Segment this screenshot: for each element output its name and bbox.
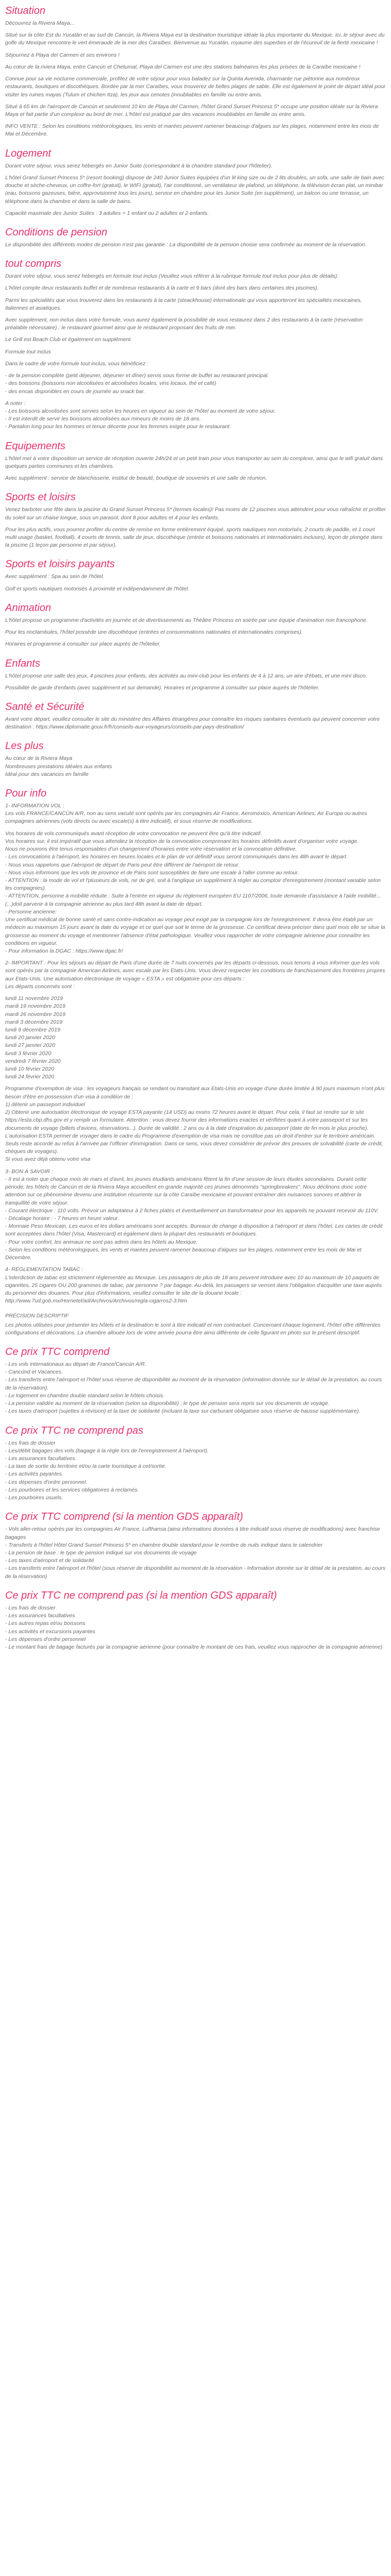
list-item: lundi 27 janvier 2020	[5, 1042, 55, 1049]
heading-equipements: Equipements	[5, 440, 66, 452]
heading-sante: Santé et Sécurité	[5, 701, 85, 713]
pour-info-para: 1- INFORMATION VOL : Les vols FRANCE/CANCÚN A/R, non au sens vacuté sont opérés par les compagnies Air France, Aeromexico, American Airlines, Air Europa ou autres compagnies aériennes (vols directs ou avec escale(s) à titre indicatif), et sous réserve de modifications.	[5, 803, 367, 825]
heading-conditions: Conditions de pension	[5, 226, 107, 238]
list-item: vendredi 7 février 2020	[5, 1058, 61, 1064]
tout-compris-para: A noter : - Les boissons alcoolisées sont servies selon les heures en vigueur au sein de l'hôtel au moment de votre séjour. - Il est interdit de servir les boissons alcoolisées aux mineurs de moins de 18 ans. - Pantalon long pour les hommes et tenue décente pour les femmes exigée pour le restaurant.	[5, 400, 276, 430]
section-sports-payants	[5, 558, 386, 592]
logement-para: L'hôtel Grand Sunset Princess 5* (resort booking) dispose de 240 Junior Suites équipées d'un lit king size ou de 2 lits doubles, un sofa, une salle de bain avec douche et sèche-cheveux, un coffre-fort (gratuit), le WIFI (gratuit), l'air conditionné, un ventilateur de plafond, un téléphone, la télévision écran plat, un minibar (eau, boissons gazeuses, bière, approvisionné tous les jours), service en chambre pour les Junior Suite (en supplément), un balcon ou une terrasse, un téléphone dans la chambre et dans la salle de bains.	[5, 174, 384, 205]
list-item: Nombreuses prestations idéales aux enfants	[5, 763, 112, 770]
list-item: - Les assurances facultatives.	[5, 1455, 77, 1462]
prix-ne-comprend-list	[5, 1439, 386, 1502]
pour-info-para: Vos horaires de vols communiqués avant réception de votre convocation ne peuvent être qu'à titre indicatif. Vos horaires sur, il est impératif que vous attendiez la réception de la convocation comprenant les horaires définitifs avant d'organiser votre voyage. Nous ne pouvons être tenus responsables d'un changement d'horaires entre votre réservation et la convocation définitive. - Les convocations à l'aéroport, les horaires en heures locales et le plan de vol définitif vous seront communiqués dans les 48h avant le départ. - Nous vous rappelons que l'aéroport de départ de Paris peut être différent de l'aéroport de retour. - Nous vous informons que les vols de province et de Paris sont susceptibles de faire une escale à l'aller comme au retour. - ATTENTION : la mode de vol et l'plusieurs de vols, ne de gré, soit à l'anglique un supplément à régler au comptoir d'enregistrement (montant variable selon les compagnies). - ATTENTION, personne à mobilité réduite : Suite à l'entrée en vigueur du règlement européen EU 1107/2006, toute demande d'assistance à l'aide mobilité... (...)doit parvenir à la compagnie aérienne au plus tard 48h avant la date de départ. - Personne ancienne: Une certificat médical de bonne santé et sans contre-indication au voyage peut exigé par la compagnie lors de l'enregistrement. Il devra être établi par un médecin au maximum 15 jours avant la date du voyage et ce quel que soit le terme de la grossesse. Ce certificat devra préciser dans quel mois elle se situe la grossesse au moment du voyage et mentionner l'absence d'état pathologique. Veuillez vous rapprocher de votre compagnie aérienne pour connaître les conditions en vigueur. - Pour information la DGAC : https://www.dgac.fr/	[5, 830, 385, 954]
list-item: - Les frais de dossier	[5, 1439, 56, 1446]
list-item: - Les assurances facultatives	[5, 1613, 75, 1619]
logement-para: Durant votre séjour, vous serez hébergés en Junior Suite (correspondant à la chambre standard pour l'hôtelier).	[5, 162, 272, 169]
animation-para: Pour les noctambules, l'hôtel possède une discothèque (entrées et consommations nationales et internationales comprises).	[5, 629, 303, 636]
list-item: - Les vols internationaux au départ de France/Cancún A/R.	[5, 1361, 146, 1368]
list-item: - Les taxes d'aéroport et de solidarité	[5, 1557, 94, 1564]
pour-info-para: 2- IMPORTANT : Pour les séjours au départ de Paris d'une durée de 7 nuits concernés par les départs ci-dessous, nous tenons à vous informer que les vols sont opérés par la compagnie American Airlines, avec escale par les Etats-Unis. Vous devez respecter les conditions de franchissement des frontières propres aux Etats-Unis. Une autorisation électronique de voyage « ESTA » est obligatoire pour ces départs : Les départs concernés sont :	[5, 960, 385, 990]
sports-loisirs-para: Venez barboter une fête dans la piscine du Grand Sunset Princess 5* (termes locales)! Pas moins de 12 piscines vous attendent pour vous rafraîchir et profiter du soleil sur un chaise longue, sous un parasol, dont 8 pour adultes et 4 pour les enfants.	[5, 506, 386, 521]
tout-compris-para: L'hôtel compte deux restaurants buffet et de nombreux restaurants à la carte et 9 bars (dont des bars dans certaines des piscines).	[5, 285, 319, 292]
equipements-para: L'hôtel met à votre disposition un service de réception ouverte 24h/24 et un petit train pour vous transporter au sein du complexe, ainsi que le wifi gratuit dans quelques parties communes et les chambres.	[5, 455, 383, 469]
tout-compris-para: Avec supplément, non inclus dans votre formule, vous aurez également la possibilité de vous restaurez dans 2 des restaurants à la carte (réservation préalable nécessaire) : le restaurant gourmet ainsi que le restaurant proposant des fruits de mer.	[5, 317, 363, 331]
section-animation	[5, 602, 386, 649]
list-item: - Le logement en chambre double standard selon le hôtels choisis.	[5, 1392, 165, 1399]
section-logement	[5, 148, 386, 217]
departs-list	[5, 995, 386, 1081]
situation-para: Situé à 65 km de l'aéroport de Cancún et seulement 10 km de Playa del Carmen, l'hôtel Grand Sunset Princess 5* occupe une position idéale sur la Riviera Maya et fait partie d'un complexe au bord de mer. L'hôtel est pratiqué par des vacances inoubliables en famille ou entre amis.	[5, 103, 378, 117]
sports-payants-para: Golf et sports nautiques motorisés à proximité et indépendamment de l'hôtel.	[5, 585, 189, 592]
list-item: lundi 3 février 2020	[5, 1050, 52, 1057]
section-tout-compris	[5, 258, 386, 431]
situation-para: Séjournez à Playa del Carmen et ses environs !	[5, 52, 120, 58]
sports-payants-para: Avec supplément : Spa au sein de l'hôtel.	[5, 573, 105, 580]
list-item: - Les transferts entre l'aéroport et l'hôtel (sous réserve de disponibilité au moment de la réservation - Information donnée sur le détail de la prestation, au cours de la réservation)	[5, 1565, 386, 1580]
list-item: mardi 3 décembre 2019	[5, 1019, 62, 1025]
tout-compris-para: Parmi les spécialités que vous trouverez dans les restaurants à la carte (steackhouse) internationale qui vous apporteront les spécialités mexicaines, italiennes et asiatiques.	[5, 297, 362, 311]
conditions-para: Le disponibilité des différents modes de pension n'est pas garantie : La disponibilité de la pension choisie sera confirmée au moment de la réservation.	[5, 241, 367, 248]
heading-situation: Situation	[5, 5, 45, 16]
enfants-para: Possibilité de garde d'enfants (avec supplément et sur demande). Horaires et programme à consulter sur place auprès de l'hôtelier.	[5, 684, 320, 691]
logement-para: Capacité maximale des Junior Suites : 3 adultes + 1 enfant ou 2 adultes et 2 enfants.	[5, 210, 209, 216]
list-item: - Les transferts entre l'aéroport et l'hôtel sous réserve de disponibilité au moment de la réservation (information donnée sur le détail de la prestation, au cours de la réservation).	[5, 1377, 382, 1391]
les-plus-list	[5, 755, 386, 778]
list-item: lundi 20 janvier 2020	[5, 1035, 55, 1041]
section-prix-ttc	[5, 1346, 386, 1416]
situation-para: Découvrez la Riviera Maya...	[5, 20, 75, 26]
sante-para: Avant votre départ, veuillez consulter le site du ministère des Affaires étrangères pour connaître les risques sanitaires éventuels qui peuvent concerner votre destination : https://www.diplomatie.gouv.fr/fr/conseils-aux-voyageurs/conseils-par-pays-destination/	[5, 716, 380, 731]
list-item: - Les activités payantes.	[5, 1471, 63, 1478]
pour-info-para: Programme d'exemption de visa : les voyageurs français se rendant ou transitant aux Etats-Unis en voyage d'une durée limitée à 90 jours maximum n'ont plus besoin d'être en possession d'un visa à condition de : 1) détenir un passeport individuel 2) Obtenir une autorisation électronique de voyage ESTA payante (14 USD) au moins 72 heures avant le départ. Pour cela, il faut se rendre sur le site https://esta.cbp.dhs.gov et y remplir un formulaire. Attention : vous devez fournir des informations exactes et vérifiées quant à votre passeport et sur les documents de voyage (billets d'avions, réservations...). Durée de validité : 2 ans ou à la date d'expiration du passeport (date de fin mois le plus proche). L'autorisation ESTA permet de voyager dans le cadre du Programme d'exemption de visa mais ne constitue pas un droit d'entrer sur le territoire américain. Seuls reste accordé au refus à l'arrivée par l'officier d'immigration. Dans ce sens, vous devez considérer de prévoir des preuves de solvabilité (carte de crédit, chèques de voyages). Si vous avez déjà obtenu votre visa	[5, 1086, 385, 1163]
list-item: mardi 26 novembre 2019	[5, 1011, 66, 1018]
section-conditions	[5, 227, 386, 249]
heading-sports-payants: Sports et loisirs payants	[5, 558, 115, 570]
situation-para: Situé sur la côte Est du Yucatán et au sud de Cancún, la Riviera Maya est la destination touristique idéale la plus importante du Mexique. Ici, le séjour avec du golfe du Mexique rencontre le vert émeraude de la mer des Caraïbes. Bienvenue au Yucatán, royaume des superbes et de l'écureuil de la fierté mexicaine !	[5, 32, 385, 46]
animation-para: Horaires et programme à consulter sur place auprès de l'hôtelier.	[5, 641, 161, 648]
section-situation	[5, 5, 386, 139]
heading-tout-compris: tout compris	[5, 258, 61, 270]
list-item: mardi 19 novembre 2019	[5, 1003, 66, 1010]
section-prix-ne-comprend	[5, 1425, 386, 1502]
section-precision	[5, 1312, 386, 1337]
section-sante	[5, 701, 386, 731]
list-item: - Les pourboires usuels.	[5, 1495, 63, 1501]
list-item: Au cœur de la Riviera Maya	[5, 755, 73, 762]
situation-para: Connue pour sa vie nocturne commerciale, profitez de votre séjour pour vous baladez sur la Quinta Avenida, charmante rue piétonne aux nombreux restaurants, boutiques et discothèques. Bordée par la mer Caraïbes, vous trouverez de belles plages de sable. Elle est également le point de départ idéal pour visiter les ruines mayas (Tulum et chichen Itza), les jeux aux cenotes (inoubliables en famille ou entre amis.	[5, 76, 386, 98]
situation-para: INFO VENTE : Selon les conditions météorologiques, les vents et marées peuvent ramener beaucoup d'algues sur les plages, notamment entre les mois de Mai et Décembre.	[5, 123, 379, 138]
tout-compris-para: - de la pension complète (petit déjeuner, déjeuner et dîner) servis sous forme de buffet au restaurant principal. - des boissons (boissons non alcoolisées et alcoolisées locales, vins locaux, thé et café) - des encas disponibles en cours de journée au snack bar.	[5, 372, 269, 395]
sports-loisirs-para: Pour les plus actifs, vous pourrez profiter du centre de remise en forme entièrement équipé, sports nautiques non motorisés, 2 courts de paddle, et 1 court multi usage (basket, football), 4 courts de tennis, salle de jeux, discothèque (entrée et boissons nationales et internationales incluses), leçon de plongée dans la piscine (1 leçon par personne et par séjour).	[5, 526, 383, 549]
pour-info-para: 3- BON À SAVOIR : - Il est à noter que chaque mois de mars et d'avril, les jeunes étudiants américains fêtent la fin d'une session de leurs études secondaires. Durant cette période, les hôtels de Cancún et de la Riviera Maya accueillent en grande majorité ces jeunes dénommés "springbreakers". Nous déclinons donc votre attention sur ce phénomène devenu une institution récurrente sur la côte Caraïbe mexicaine et pouvant entraîner des nuisances sonores et altérer la tranquillité de votre séjour. - Courant électrique : 110 volts. Prévoir un adaptateur à 2 fiches plates et éventuellement un transformateur pour les appareils ne pouvant recevoir du 110V. - Décalage horaire : - 7 heures en heure valeur. - Monnaie Peso Mexicain. Les euros et les dollars américains sont acceptés. Bureaux de change à disposition à l'aéroport et dans l'hôtel. Les cartes de crédit sont acceptées dans l'hôtel (Visa, Mastercard) et également dans la plupart des restaurants et boutiques. - Pour votre confort, les animaux ne sont pas admis dans les hôtels au Mexique. - Selon les conditions météorologiques, les vents et marées peuvent ramener beaucoup d'algues sur les plages, notamment entre les mois de Mai et Décembre.	[5, 1168, 383, 1261]
section-equipements	[5, 440, 386, 483]
heading-pour-info: Pour info	[5, 788, 47, 800]
list-item: - Cancúnd et Vacances.	[5, 1369, 63, 1376]
section-enfants	[5, 658, 386, 692]
animation-para: L'hôtel propose un programme d'activités en journée et de divertissements au Théâtre Princess en soirée par une équipe d'animation non francophone.	[5, 617, 368, 623]
list-item: lundi 10 février 2020	[5, 1066, 55, 1073]
list-item: - La pension validée au moment de la réservation (selon sa disponibilité) : le type de pension sera repris sur vos documents de voyage.	[5, 1400, 330, 1407]
enfants-para: L'hôtel propose une salle des jeux, 4 piscines pour enfants, des activités au mini-club pour les enfants de 4 à 12 ans, un aire d'ébats, et une mini disco.	[5, 672, 367, 679]
prix-ttc-list	[5, 1361, 386, 1416]
pour-info-para: 4- RÉGLEMENTATION TABAC : L'interdiction de tabac est strictement réglementée au Mexique. Les passagers de plus de 18 ans peuvent introduire avec 10 au maximum de 10 paquets de cigarettes, 25 cigares OU 200 grammes de tabac, par personne ? par bagage. Au-delà, les passagers se verront dans l'obligation d'acquitter une taxe auprès du personnel des douanes. Pour plus d'informations, veuillez consulter le site de la douane locale : http://www.7ud.gob.mx/Hornetel/ad/Archivos/Archivos/regla-cigarros2-3.htm	[5, 1266, 382, 1304]
list-item: - Transferts à l'hôtel Hôtel Grand Sunset Princess 5* en chambre double standard pour le nombre de nuits indiqué dans le calendrier	[5, 1541, 323, 1548]
list-item: - Vols aller-retour opérés par les compagnies Air France, Lufthansa (ainsi informations données à titre indicatif sous réserve de modifications) avec franchise bagages	[5, 1526, 380, 1540]
situation-para: Au cœur de la riviera Maya, entre Cancún et Chetumal, Playa del Carmen est une des stations balnéaires les plus prisées de la Caraïbe mexicaine !	[5, 63, 361, 70]
equipements-para: Avec supplément : service de blanchisserie, institut de beauté, boutique de souvenirs et une salle de réunion.	[5, 475, 267, 482]
section-gds-comprend	[5, 1511, 386, 1581]
heading-logement: Logement	[5, 147, 51, 159]
list-item: - Les dépenses d'ordre personnel	[5, 1636, 86, 1642]
list-item: lundi 11 novembre 2019	[5, 995, 63, 1002]
list-item: - Les taxes d'aéroport (sujettes à révision) et la taxe de solidarité (incluant la taxe sur carburant obligatoire sous réserve de hausse supplémentaire).	[5, 1408, 361, 1415]
list-item: - Les activités et excursions payantes	[5, 1628, 95, 1635]
heading-sports-loisirs: Sports et loisirs	[5, 492, 76, 503]
list-item: - Les pourboires et les services obligatoires à reclamés.	[5, 1486, 139, 1493]
gds-ne-comprend-list	[5, 1604, 386, 1651]
list-item: - La pension de base : le type de pension indiqué sur vos documents de voyage	[5, 1549, 197, 1556]
list-item: - Les frais de dossier	[5, 1604, 56, 1611]
list-item: - Les autres repas et/ou boissons	[5, 1620, 86, 1627]
list-item: - Les/débit bagages des vols (bagage à la règle lors de l'enregistrement à l'aéroport).	[5, 1447, 209, 1454]
list-item: lundi 9 décembre 2019	[5, 1026, 60, 1033]
section-pour-info	[5, 788, 386, 1305]
section-sports-loisirs	[5, 492, 386, 549]
list-item: lundi 24 février 2020	[5, 1074, 55, 1080]
gds-comprend-list	[5, 1526, 386, 1581]
heading-prix-ne-comprend: Ce prix TTC ne comprend pas	[5, 1425, 143, 1436]
heading-gds-comprend: Ce prix TTC comprend (si la mention GDS apparaît)	[5, 1511, 243, 1523]
heading-prix-ttc: Ce prix TTC comprend	[5, 1346, 110, 1358]
tout-compris-para: Dans le cadre de votre formule tout inclus, vous bénéficiez :	[5, 360, 149, 367]
list-item: - Le montant frais de bagage facturés par la compagnie aérienne (pour connaître le montant de ces frais, veuillez vous rapprocher de la compagnie aérienne)	[5, 1643, 383, 1650]
precision-para: Les photos utilisées pour présenter les hôtels et la destination le sont à titre indicatif et non contractuel. Concernant chaque logement, l'hôtel offre différentes configurations et décorations. La chambre allouée lors de votre arrivée pourra être ainsi différente de celle figurant en photo sur le présent descriptif.	[5, 1321, 381, 1336]
heading-gds-ne-comprend: Ce prix TTC ne comprend pas (si la mention GDS apparaît)	[5, 1589, 277, 1601]
tout-compris-para: Durant votre séjour, vous serez hébergés en formule tout inclus (Veuillez vous référer à la rubrique formule tout inclus pour plus de détails).	[5, 273, 339, 280]
tout-compris-para: Formule tout inclus	[5, 348, 51, 355]
heading-precision: PRÉCISION DESCRIPTIF	[5, 1313, 69, 1319]
list-item: - Les dépenses d'ordre personnel.	[5, 1479, 88, 1485]
heading-les-plus: Les plus	[5, 740, 44, 752]
heading-animation: Animation	[5, 602, 51, 614]
section-les-plus	[5, 740, 386, 778]
section-gds-ne-comprend	[5, 1590, 386, 1651]
list-item: Idéal pour des vacances en famille	[5, 771, 89, 777]
list-item: - La taxe de sortie du territoire et/ou la carte touristique à cet/sortie.	[5, 1463, 167, 1470]
tout-compris-para: Le Grill est Beach Club et également en supplément.	[5, 336, 132, 343]
heading-enfants: Enfants	[5, 657, 40, 669]
